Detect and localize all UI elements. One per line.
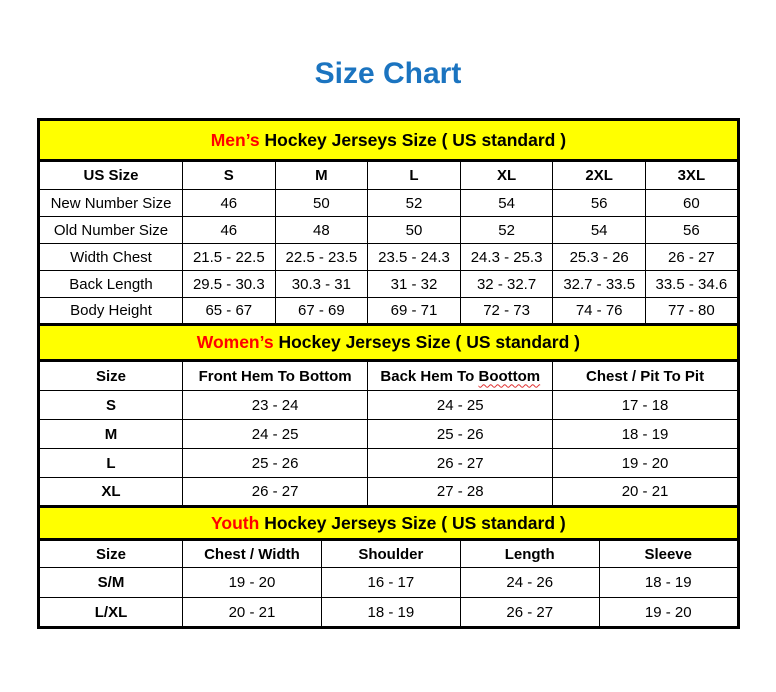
size-chart-table xyxy=(37,118,740,629)
womens-section-band-row xyxy=(39,325,739,361)
page-title: Size Chart xyxy=(314,57,462,90)
youth-section-title xyxy=(39,507,739,540)
back-hem-label-prefix: Back Hem To xyxy=(380,367,475,385)
row-label: S xyxy=(39,391,183,420)
table-cell: 20 - 21 xyxy=(183,598,322,628)
row-label: L xyxy=(39,449,183,478)
table-cell: 19 - 20 xyxy=(553,449,738,478)
womens-col-header-front-hem: Front Hem To Bottom xyxy=(183,361,368,391)
table-cell: 54 xyxy=(553,217,646,244)
table-cell: 27 - 28 xyxy=(368,478,553,507)
table-cell: 29.5 - 30.3 xyxy=(183,271,276,298)
mens-section-band-row xyxy=(39,120,739,161)
table-cell: 30.3 - 31 xyxy=(275,271,368,298)
row-label: Back Length xyxy=(39,271,183,298)
youth-col-header-sleeve: Sleeve xyxy=(599,540,738,568)
mens-band-text: Hockey Jerseys Size ( US standard ) xyxy=(264,129,567,150)
table-cell: 25 - 26 xyxy=(183,449,368,478)
row-label: M xyxy=(39,420,183,449)
table-row xyxy=(39,271,739,298)
row-label: Width Chest xyxy=(39,244,183,271)
youth-col-header-size: Size xyxy=(39,540,183,568)
row-label: S/M xyxy=(39,568,183,598)
row-label: L/XL xyxy=(39,598,183,628)
table-cell: 33.5 - 34.6 xyxy=(645,271,738,298)
youth-band-text: Hockey Jerseys Size ( US standard ) xyxy=(264,512,566,533)
womens-col-header-size: Size xyxy=(39,361,183,391)
table-cell: 18 - 19 xyxy=(553,420,738,449)
table-cell: 21.5 - 22.5 xyxy=(183,244,276,271)
youth-col-header-chest-width: Chest / Width xyxy=(183,540,322,568)
table-cell: 24.3 - 25.3 xyxy=(460,244,553,271)
table-cell: 69 - 71 xyxy=(368,298,461,325)
table-cell: 19 - 20 xyxy=(599,598,738,628)
table-cell: 23.5 - 24.3 xyxy=(368,244,461,271)
table-cell: 56 xyxy=(645,217,738,244)
table-row xyxy=(39,478,739,507)
table-cell: 74 - 76 xyxy=(553,298,646,325)
table-row xyxy=(39,568,739,598)
table-cell: 77 - 80 xyxy=(645,298,738,325)
table-cell: 26 - 27 xyxy=(183,478,368,507)
womens-header-row xyxy=(39,361,739,391)
row-label: New Number Size xyxy=(39,190,183,217)
table-cell: 32 - 32.7 xyxy=(460,271,553,298)
table-cell: 24 - 25 xyxy=(183,420,368,449)
table-cell: 72 - 73 xyxy=(460,298,553,325)
table-cell: 19 - 20 xyxy=(183,568,322,598)
table-row xyxy=(39,217,739,244)
youth-col-header-length: Length xyxy=(460,540,599,568)
mens-col-header-l: L xyxy=(368,161,461,190)
table-row xyxy=(39,449,739,478)
table-cell: 17 - 18 xyxy=(553,391,738,420)
table-cell: 50 xyxy=(368,217,461,244)
table-cell: 24 - 26 xyxy=(460,568,599,598)
table-cell: 24 - 25 xyxy=(368,391,553,420)
table-cell: 22.5 - 23.5 xyxy=(275,244,368,271)
mens-section-title xyxy=(39,120,739,161)
table-cell: 18 - 19 xyxy=(321,598,460,628)
mens-col-header-m: M xyxy=(275,161,368,190)
table-cell: 31 - 32 xyxy=(368,271,461,298)
table-cell: 67 - 69 xyxy=(275,298,368,325)
mens-col-header-2xl: 2XL xyxy=(553,161,646,190)
youth-col-header-shoulder: Shoulder xyxy=(321,540,460,568)
womens-section-title xyxy=(39,325,739,361)
womens-band-text: Hockey Jerseys Size ( US standard ) xyxy=(278,332,580,352)
table-cell: 18 - 19 xyxy=(599,568,738,598)
mens-band-highlight: Men’s xyxy=(210,129,260,150)
mens-col-header-us-size: US Size xyxy=(39,161,183,190)
table-cell: 56 xyxy=(553,190,646,217)
table-cell: 60 xyxy=(645,190,738,217)
mens-col-header-xl: XL xyxy=(460,161,553,190)
row-label: XL xyxy=(39,478,183,507)
table-row xyxy=(39,244,739,271)
table-cell: 26 - 27 xyxy=(460,598,599,628)
table-cell: 20 - 21 xyxy=(553,478,738,507)
table-cell: 54 xyxy=(460,190,553,217)
table-cell: 52 xyxy=(368,190,461,217)
table-cell: 50 xyxy=(275,190,368,217)
table-cell: 65 - 67 xyxy=(183,298,276,325)
table-cell: 48 xyxy=(275,217,368,244)
table-row xyxy=(39,598,739,628)
table-row xyxy=(39,420,739,449)
table-cell: 23 - 24 xyxy=(183,391,368,420)
table-cell: 46 xyxy=(183,217,276,244)
table-row xyxy=(39,190,739,217)
table-cell: 25 - 26 xyxy=(368,420,553,449)
youth-band-highlight: Youth xyxy=(211,512,260,533)
womens-col-header-chest: Chest / Pit To Pit xyxy=(553,361,738,391)
womens-band-highlight: Women’s xyxy=(196,332,274,352)
mens-col-header-s: S xyxy=(183,161,276,190)
table-row xyxy=(39,298,739,325)
table-cell: 26 - 27 xyxy=(645,244,738,271)
womens-col-header-back-hem xyxy=(368,361,553,391)
youth-section-band-row xyxy=(39,507,739,540)
table-row xyxy=(39,391,739,420)
row-label: Old Number Size xyxy=(39,217,183,244)
table-cell: 32.7 - 33.5 xyxy=(553,271,646,298)
table-cell: 16 - 17 xyxy=(321,568,460,598)
row-label: Body Height xyxy=(39,298,183,325)
back-hem-label-misspelled: Boottom xyxy=(478,367,541,385)
mens-header-row xyxy=(39,161,739,190)
table-cell: 26 - 27 xyxy=(368,449,553,478)
table-cell: 46 xyxy=(183,190,276,217)
table-cell: 52 xyxy=(460,217,553,244)
youth-header-row xyxy=(39,540,739,568)
table-cell: 25.3 - 26 xyxy=(553,244,646,271)
mens-col-header-3xl: 3XL xyxy=(645,161,738,190)
